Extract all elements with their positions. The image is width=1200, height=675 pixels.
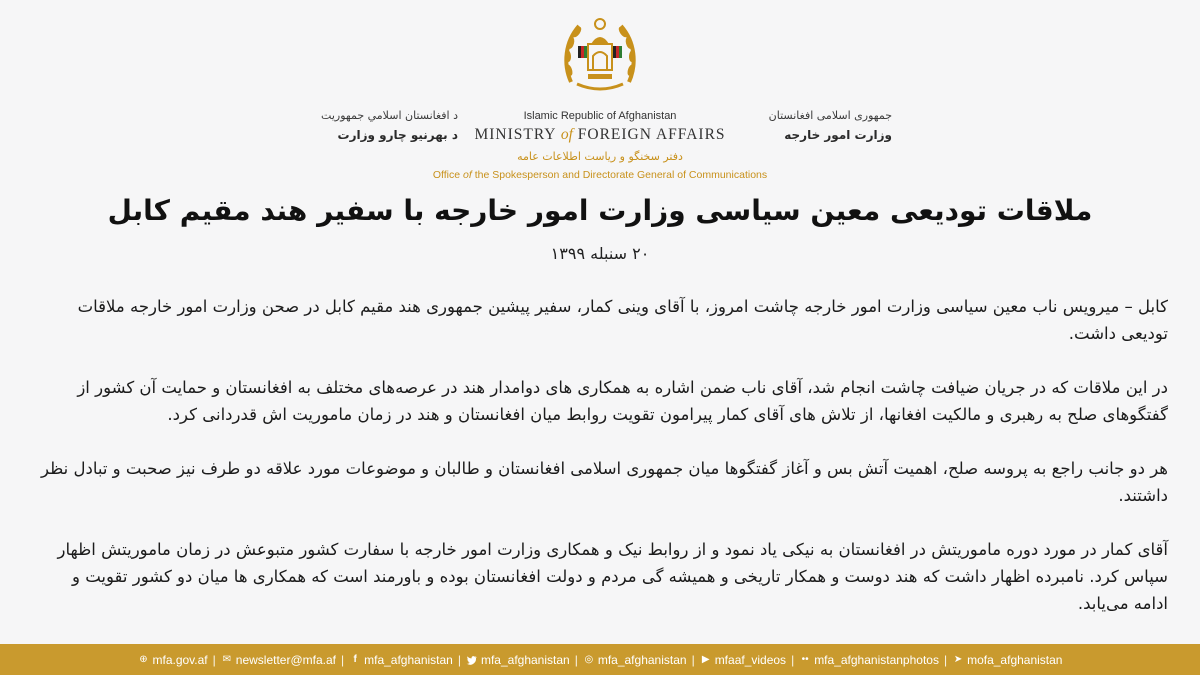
article-title: ملاقات تودیعی معین سیاسی وزارت امور خارجه با سفیر هند مقیم کابل (107, 194, 1093, 227)
english-header (400, 108, 800, 182)
paragraph: در این ملاقات که در جریان ضیافت چاشت انجام شد، آقای ناب ضمن اشاره به همکاری های دوامدار هند در عرصه‌های مختلف به افغانستان و حمایت آن کشور از گفتگوهای صلح به رهبری و مالکیت افغانها، از تلاش های آقای کمار پیرامون تقویت روابط میان افغانستان و هند در زمان ماموریت اش قدردانی کرد. (77, 378, 1168, 424)
footer-divider: | (212, 652, 216, 667)
footer-item-youtube[interactable]: ▶ mfaaf_videos (700, 653, 786, 667)
pashto-header (0, 108, 458, 146)
dari-ministry-name: وزارت امور خارجه (784, 128, 892, 142)
office-name-english: Office of the Spokesperson and Directorate General of Communications (432, 169, 768, 181)
instagram-icon: ◎ (584, 653, 594, 665)
footer-item-website[interactable]: ⊕ mfa.gov.af (139, 652, 208, 667)
footer-divider: | (691, 652, 695, 667)
footer-item-flickr[interactable]: •• mfa_afghanistanphotos (799, 653, 939, 667)
footer-item-facebook[interactable]: f mfa_afghanistan (349, 653, 453, 667)
globe-icon: ⊕ (139, 653, 148, 665)
pashto-ministry-name: د بهرنیو چارو وزارت (337, 128, 458, 142)
article-date: ۲۰ سنبله ۱۳۹۹ (550, 244, 650, 263)
paragraph: کابل – میرویس ناب معین سیاسی وزارت امور خارجه چاشت امروز، با آقای وینی کمار، سفیر پیشین جمهوری هند مقیم کابل در صحن وزارت امور خارجه ملاقات تودیعی داشت. (77, 297, 1168, 343)
letterhead (0, 0, 1200, 190)
footer-item-instagram[interactable]: ◎ mfa_afghanistan (584, 652, 687, 667)
twitter-icon (466, 654, 478, 666)
youtube-icon: ▶ (701, 653, 710, 665)
social-footer (0, 644, 1200, 675)
footer-item-telegram[interactable]: ➤ mofa_afghanistan (953, 652, 1063, 667)
footer-divider: | (457, 652, 461, 667)
footer-item-twitter[interactable]: mfa_afghanistan (466, 653, 570, 667)
english-republic-name: Islamic Republic of Afghanistan (523, 110, 677, 122)
english-ministry-name: MINISTRY of FOREIGN AFFAIRS (474, 126, 726, 143)
paragraph: هر دو جانب راجع به پروسه صلح، اهمیت آتش بس و آغاز گفتگوها میان جمهوری اسلامی افغانستان و طالبان و موضوعات مورد علاقه دو طرف نیز صحبت و تبادل نظر داشتند. (41, 459, 1168, 505)
dari-republic-name: جمهوری اسلامی افغانستان (768, 109, 892, 122)
facebook-icon: f (353, 653, 357, 665)
afghanistan-emblem-icon (561, 12, 639, 96)
telegram-icon: ➤ (953, 653, 963, 665)
article-body (33, 293, 1168, 644)
footer-item-email[interactable]: ✉ newsletter@mfa.af (222, 652, 336, 667)
footer-divider: | (943, 652, 948, 667)
dari-header (742, 108, 892, 146)
paragraph: آقای کمار در مورد دوره ماموریتش در افغانستان به نیکی یاد نمود و از روابط نیک و همکاری وزارت امور خارجه با سفارت کشور متبوعش در زمان ماموریتش اظهار سپاس کرد. نامبرده اظهار داشت که هند دوست و همکار تاریخی و همیشه گی مردم و دولت افغانستان بوده و باورمند است که همکاری ها میان دو کشور تقویت و ادامه می‌یابد. (57, 540, 1168, 613)
email-icon: ✉ (222, 653, 231, 665)
pashto-republic-name: د افغانستان اسلامي جمهوریت (321, 109, 458, 122)
footer-divider: | (574, 652, 578, 667)
footer-divider: | (340, 652, 345, 667)
office-name-dari: دفتر سخنگو و ریاست اطلاعات عامه (517, 150, 683, 163)
footer-divider: | (791, 652, 795, 667)
flickr-icon: •• (801, 653, 809, 665)
